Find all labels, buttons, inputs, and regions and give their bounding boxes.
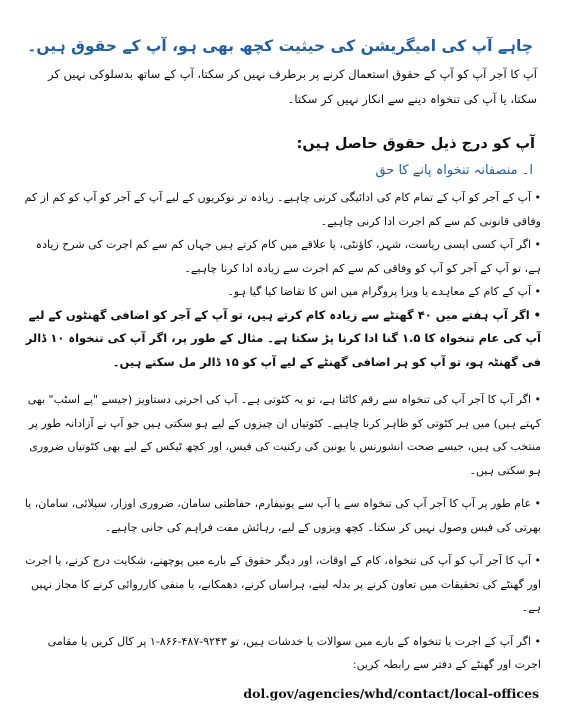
- contact-url[interactable]: dol.gov/agencies/whd/contact/local-offices: [243, 685, 539, 701]
- paragraph-charges: • عام طور پر آپ کا آجر آپ کی تنخواہ سے یا آپ سے یونیفارم، حفاظتی سامان، ضروری اوزار، سپلائی، سامان، یا بھرتی کی فیس وصول نہیں کر سکتا۔ کچھ ویزوں کے لیے، رہائش مفت فراہم کی جانی چاہیے۔: [24, 497, 541, 534]
- page-title: چاہے آپ کی امیگریشن کی حیثیت کچھ بھی ہو، آپ کے حقوق ہیں۔: [27, 37, 533, 55]
- section-heading: ا۔ منصفانہ تنخواہ پانے کا حق: [375, 163, 533, 178]
- paragraph-pay-all-work: • آپ کے آجر کو آپ کے تمام کام کی ادائیگی کرنی چاہیے۔ زیادہ تر نوکریوں کے لیے آپ کے آجر کو آپ کو کم از کم وفاقی قانونی کم سے کم اجرت ادا کرنی چاہیے۔: [24, 191, 541, 228]
- paragraph-state-minimum-wage: • اگر آپ کسی ایسی ریاست، شہر، کاؤنٹی، یا علاقے میں کام کرتے ہیں جہاں کم سے کم اجرت کی شرح زیادہ ہے، تو آپ کے آجر کو آپ کو وفاقی کم سے کم اجرت سے زیادہ ادا کرنا چاہیے۔: [35, 238, 541, 275]
- paragraph-deductions: • اگر آپ کا آجر آپ کی تنخواہ سے رقم کاٹتا ہے، تو یہ کٹوتی ہے۔ آپ کی اجرتی دستاویز (جیسے "پے اسٹب" بھی کہتے ہیں) میں ہر کٹوتی کو ظاہر کرنا چاہیے۔ کٹوتیاں ان چیزوں کے لیے ہو سکتی ہیں جو آپ نے آزادانہ طور پر منتخب کی ہیں، جیسے صحت انشورنس یا یونین کی رکنیت کی فیس، اور کچھ ٹیکس کے لیے بھی کٹوتیاں ضروری ہو سکتی ہیں۔: [27, 393, 541, 477]
- paragraph-contract-visa: • آپ کے کام کے معاہدے یا ویزا پروگرام میں اس کا تقاضا کیا گیا ہو۔: [227, 285, 541, 298]
- paragraph-overtime: • اگر آپ ہفتے میں ۴۰ گھنٹے سے زیادہ کام کرتے ہیں، تو آپ کے آجر کو اضافی گھنٹوں کے لیے آپ کی عام تنخواہ کا ۱.۵ گنا ادا کرنا پڑ سکتا ہے۔ مثال کے طور پر، اگر آپ کی تنخواہ ۱۰ ڈالر فی گھنٹہ ہو، تو آپ کو ہر اضافی گھنٹے کے لیے آپ کو ۱۵ ڈالر مل سکتے ہیں۔: [25, 307, 541, 369]
- paragraph-retaliation: • آپ کا آجر آپ کو آپ کی تنخواہ، کام کے اوقات، اور دیگر حقوق کے بارے میں پوچھنے، شکایت درج کرنے، یا اجرت اور گھنٹے کی تحقیقات میں تعاون کرنے پر بدلہ لینے، ہراساں کرنے، دھمکانے، یا منفی کارروائی کرنے کا مجاز نہیں ہے۔: [25, 554, 541, 614]
- rights-heading: آپ کو درج ذیل حقوق حاصل ہیں:: [296, 136, 535, 152]
- intro-text: آپ کا آجر آپ کو آپ کے حقوق استعمال کرنے پر برطرف نہیں کر سکتا، آپ کے ساتھ بدسلوکی نہیں کر سکتا، یا آپ کی تنخواہ دینے سے انکار نہیں کر سکتا۔: [47, 67, 537, 106]
- paragraph-contact: • اگر آپ کے اجرت یا تنخواہ کے بارے میں سوالات یا خدشات ہیں، تو ۹۲۴۳-۴۸۷-۸۶۶-۱ پر کال کریں یا مقامی اجرت اور گھنٹے کے دفتر سے رابطہ کریں:: [47, 634, 541, 671]
